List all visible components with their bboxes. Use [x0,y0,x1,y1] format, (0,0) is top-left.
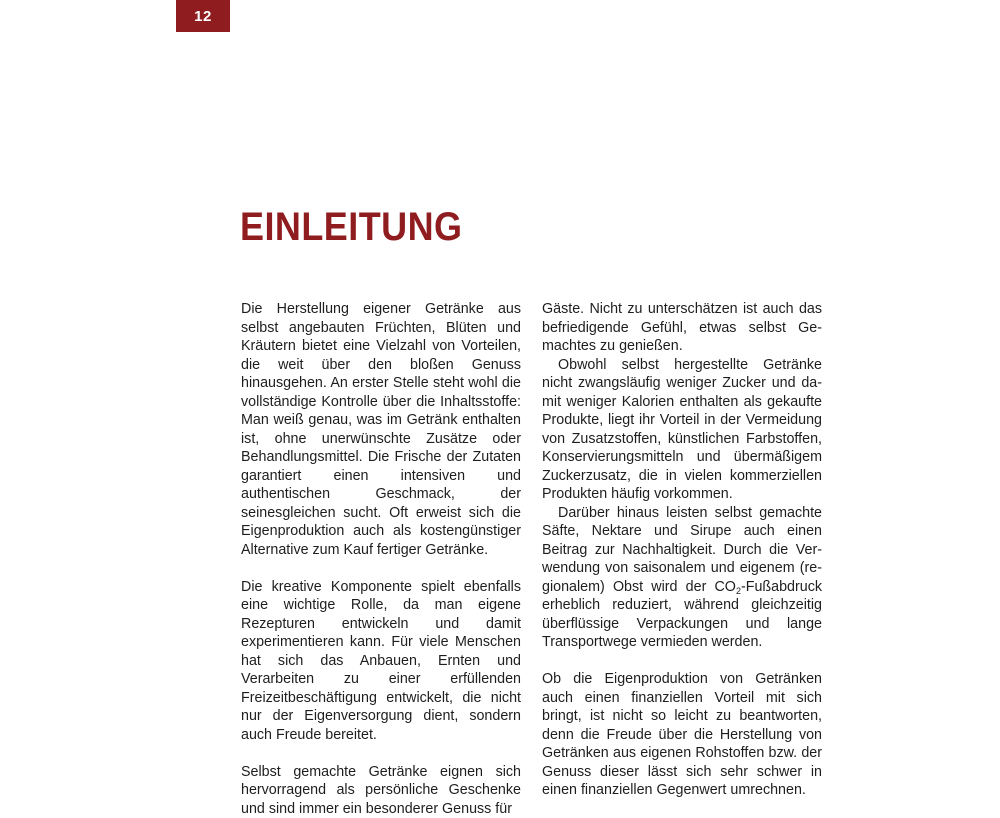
text-column-left [241,300,521,818]
page-title: EINLEITUNG [240,203,463,251]
paragraph-3: Selbst gemachte Getränke eignen sich hervorragend als persönliche Geschenke und sind immer ein besonderer Genuss für [241,763,521,818]
paragraph-6-text-b: -Fußabdruck erheblich reduziert, während gleichzeitig überflüssige Verpackungen und lange Transportwege vermieden werden. [542,579,822,651]
paragraph-5: Obwohl selbst hergestellte Getränke nicht zwangsläufig weniger Zucker und damit weniger Kalorien enthalten als gekaufte Produkte, liegt ihr Vorteil in der Vermeidung von Zusatzstoffen, künstlichen Farbstoffen, Konservierungsmitteln und übermäßigem Zuckerzusatz, die in vielen kommerziellen Produkten häufig vorkommen. [542,356,822,504]
text-column-right [542,300,822,800]
paragraph-6-text-a: Darüber hinaus leisten selbst gemachte Säfte, Nektare und Sirupe auch einen Beitrag zur Nachhaltigkeit. Durch die Verwendung von saisonalem und eigenem (regionalem) Obst wird der CO [542,505,822,595]
co2-subscript: 2 [736,586,741,596]
paragraph-6 [542,504,822,652]
page-number-badge: 12 [176,0,230,32]
paragraph-2: Die kreative Komponente spielt ebenfalls eine wichtige Rolle, da man eigene Rezepturen entwickeln und damit experimentieren kann. Für viele Menschen hat sich das Anbauen, Ernten und Verarbeiten zu einer erfüllenden Freizeitbeschäftigung entwickelt, die nicht nur der Eigenversorgung dient, sondern auch Freude bereitet. [241,578,521,745]
paragraph-4: Gäste. Nicht zu unterschätzen ist auch das befriedigende Gefühl, etwas selbst Gemachtes zu genießen. [542,300,822,356]
paragraph-7: Ob die Eigenproduktion von Getränken auch einen finanziellen Vorteil mit sich bringt, ist nicht so leicht zu beantworten, denn die Freude über die Herstellung von Getränken aus eigenen Rohstoffen bzw. der Genuss dieser lässt sich sehr schwer in einen finanziellen Gegenwert umrechnen. [542,670,822,800]
paragraph-1: Die Herstellung eigener Getränke aus selbst angebauten Früchten, Blüten und Kräutern bietet eine Vielzahl von Vorteilen, die weit über den bloßen Genuss hinausgehen. An erster Stelle steht wohl die vollständige Kontrolle über die Inhaltsstoffe: Man weiß genau, was im Getränk enthalten ist, ohne unerwünschte Zusätze oder Behandlungsmittel. Die Frische der Zutaten garantiert einen intensiven und authentischen Geschmack, der seinesgleichen sucht. Oft erweist sich die Eigenproduktion auch als kostengünstiger Alternative zum Kauf fertiger Getränke. [241,300,521,559]
